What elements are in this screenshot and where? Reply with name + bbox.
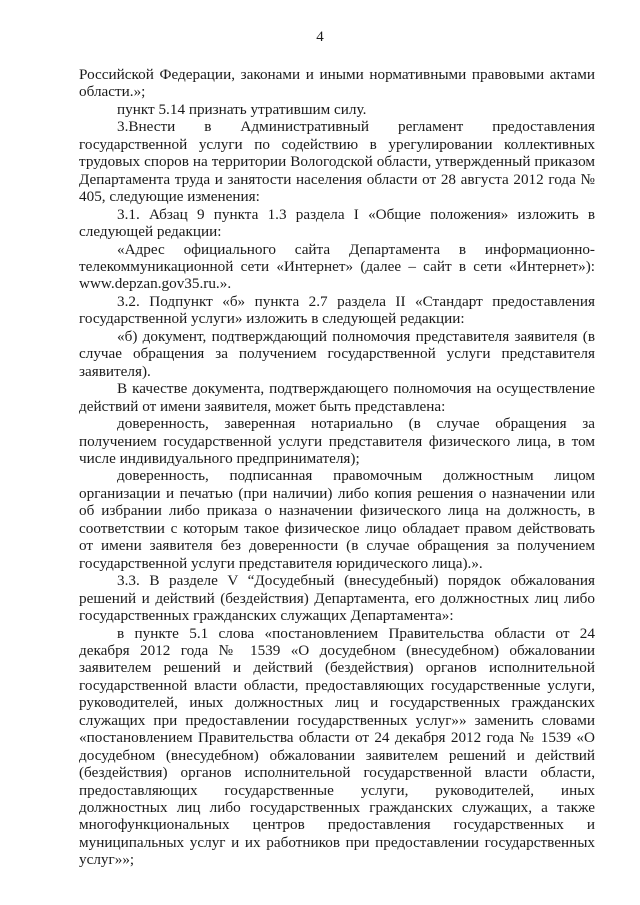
paragraph-item-3-2: 3.2. Подпункт «б» пункта 2.7 раздела II «Стандарт предоставления государственной услуги» изложить в следующей редакции:: [79, 292, 595, 328]
page-number: 4: [316, 29, 324, 45]
paragraph-item-3: 3.Внести в Административный регламент предоставления государственной услуги по содействию в урегулировании коллективных трудовых споров на территории Вологодской области, утвержденный приказом Департамента труда и занятости населения области от 28 августа 2012 года № 405, следующие изменения:: [79, 118, 595, 206]
paragraph-subitem-b: «б) документ, подтверждающий полномочия представителя заявителя (в случае обращения за получением государственной услуги представителя заявителя).: [79, 327, 595, 380]
paragraph-continuation: Российской Федерации, законами и иными нормативными правовыми актами области.»;: [79, 66, 595, 101]
paragraph-item-5-14: пункт 5.14 признать утратившим силу.: [117, 100, 367, 118]
document-body: [79, 66, 595, 869]
paragraph-website-address: «Адрес официального сайта Департамента в информационно-телекоммуникационной сети «Интернет» (далее – сайт в сети «Интернет»): www.depzan.gov35.ru.».: [79, 240, 595, 293]
paragraph-item-3-1: 3.1. Абзац 9 пункта 1.3 раздела I «Общие положения» изложить в следующей редакции:: [79, 205, 595, 241]
paragraph-item-3-3: 3.3. В разделе V “Досудебный (внесудебный) порядок обжалования решений и действий (бездействия) Департамента, его должностных лиц либо государственных гражданских служащих Департамента»:: [79, 572, 595, 625]
paragraph-authority-document: В качестве документа, подтверждающего полномочия на осуществление действий от имени заявителя, может быть представлена:: [79, 380, 595, 415]
paragraph-notarized-power: доверенность, заверенная нотариально (в случае обращения за получением государственной услуги представителя физического лица, в том числе индивидуального предпринимателя);: [79, 415, 595, 467]
paragraph-item-5-1-amendment: в пункте 5.1 слова «постановлением Правительства области от 24 декабря 2012 года № 1539 «О досудебном (внесудебном) обжаловании заявителем решений и действий (бездействия) органов исполнительной государственной власти области, предоставляющих государственные услуги, руководителей, иных должностных лиц и государственных гражданских служащих при предоставлении государственных услуг»» заменить словами «постановлением Правительства области от 24 декабря 2012 года № 1539 «О досудебном (внесудебном) обжаловании заявителем решений и действий (бездействия) органов исполнительной государственной власти области, предоставляющих государственные услуги, руководителей, иных должностных лиц либо государственных гражданских служащих, а также многофункциональных центров предоставления государственных и муниципальных услуг и их работников при предоставлении государственных услуг»»;: [79, 624, 595, 869]
paragraph-signed-power: доверенность, подписанная правомочным должностным лицом организации и печатью (при наличии) либо копия решения о назначении или об избрании либо приказа о назначении физического лица на должность, в соответствии с которым такое физическое лицо обладает правом действовать от имени заявителя без доверенности (в случае обращения за получением государственной услуги представителя юридического лица).».: [79, 467, 595, 572]
